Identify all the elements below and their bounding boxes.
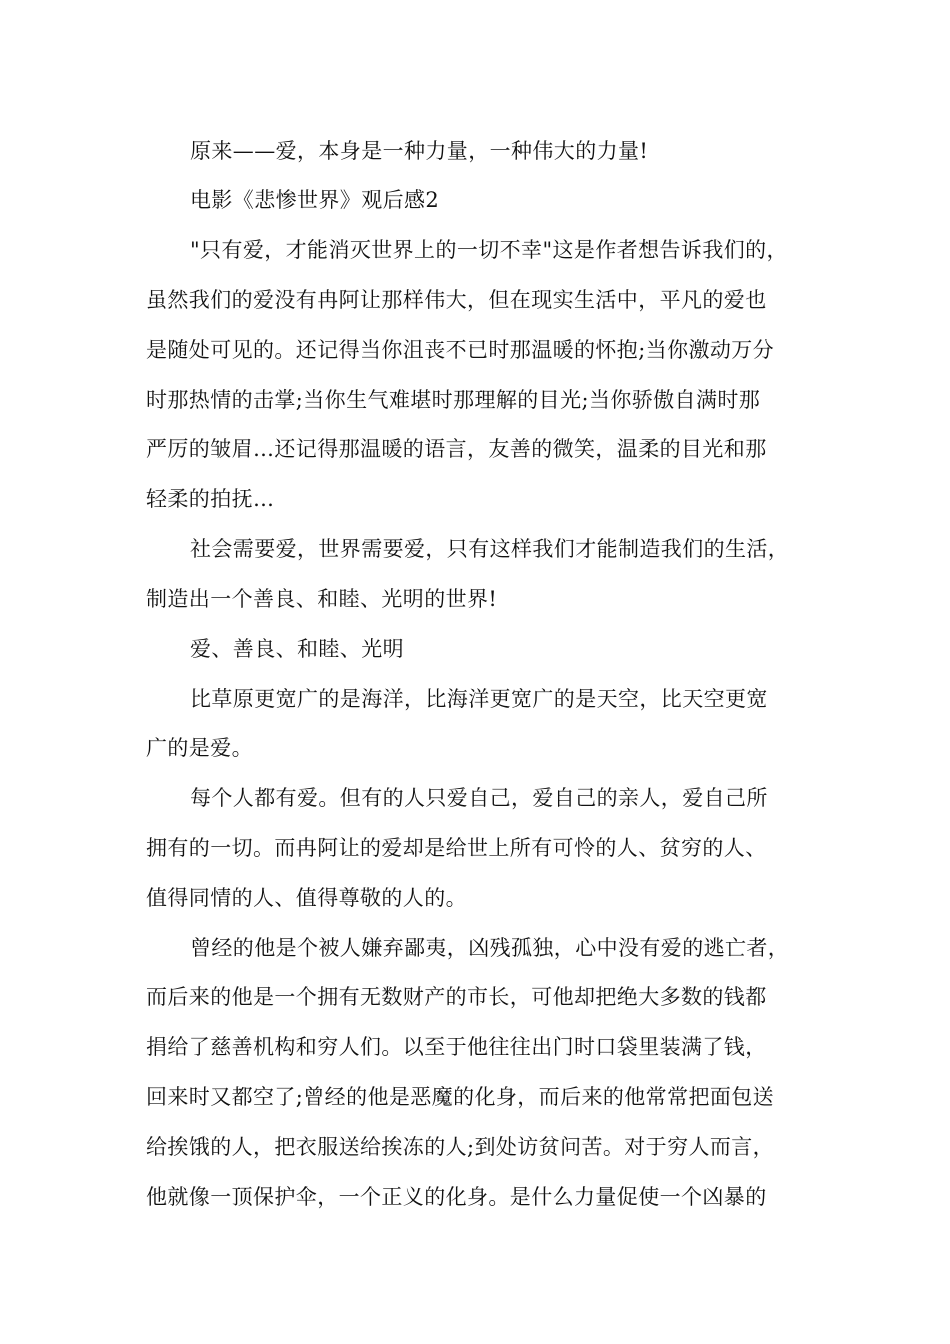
paragraph-line: 轻柔的拍抚… — [146, 487, 275, 511]
paragraph-line: 而后来的他是一个拥有无数财产的市长，可他却把绝大多数的钱都 — [146, 985, 767, 1009]
paragraph-line: "只有爱，才能消灭世界上的一切不幸"这是作者想告诉我们的， — [190, 238, 788, 262]
paragraph-line: 原来——爱，本身是一种力量，一种伟大的力量! — [190, 139, 649, 163]
paragraph-line: 给挨饿的人，把衣服送给挨冻的人;到处访贫问苦。对于穷人而言， — [146, 1135, 775, 1159]
section-title: 电影《悲惨世界》观后感2 — [190, 188, 440, 212]
paragraph-line: 捐给了慈善机构和穷人们。以至于他往往出门时口袋里装满了钱， — [146, 1035, 767, 1059]
paragraph-line: 他就像一顶保护伞，一个正义的化身。是什么力量促使一个凶暴的 — [146, 1185, 767, 1209]
paragraph-line: 是随处可见的。还记得当你沮丧不已时那温暖的怀抱;当你激动万分 — [146, 338, 775, 362]
paragraph-line: 虽然我们的爱没有冉阿让那样伟大，但在现实生活中，平凡的爱也 — [146, 288, 767, 312]
paragraph-line: 拥有的一切。而冉阿让的爱却是给世上所有可怜的人、贫穷的人、 — [146, 836, 767, 860]
paragraph-line: 曾经的他是个被人嫌弃鄙夷，凶残孤独，心中没有爱的逃亡者， — [190, 936, 790, 960]
paragraph-line: 制造出一个善良、和睦、光明的世界! — [146, 587, 498, 611]
paragraph-line: 每个人都有爱。但有的人只爱自己，爱自己的亲人，爱自己所 — [190, 786, 768, 810]
paragraph-line: 爱、善良、和睦、光明 — [190, 637, 404, 661]
paragraph-line: 社会需要爱，世界需要爱，只有这样我们才能制造我们的生活， — [190, 537, 790, 561]
paragraph-line: 比草原更宽广的是海洋，比海洋更宽广的是天空，比天空更宽 — [190, 687, 768, 711]
paragraph-line: 时那热情的击掌;当你生气难堪时那理解的目光;当你骄傲自满时那 — [146, 388, 761, 412]
paragraph-line: 值得同情的人、值得尊敬的人的。 — [146, 886, 467, 910]
paragraph-line: 严厉的皱眉…还记得那温暖的语言，友善的微笑，温柔的目光和那 — [146, 437, 767, 461]
paragraph-line: 回来时又都空了;曾经的他是恶魔的化身，而后来的他常常把面包送 — [146, 1085, 775, 1109]
paragraph-line: 广的是爱。 — [146, 736, 253, 760]
